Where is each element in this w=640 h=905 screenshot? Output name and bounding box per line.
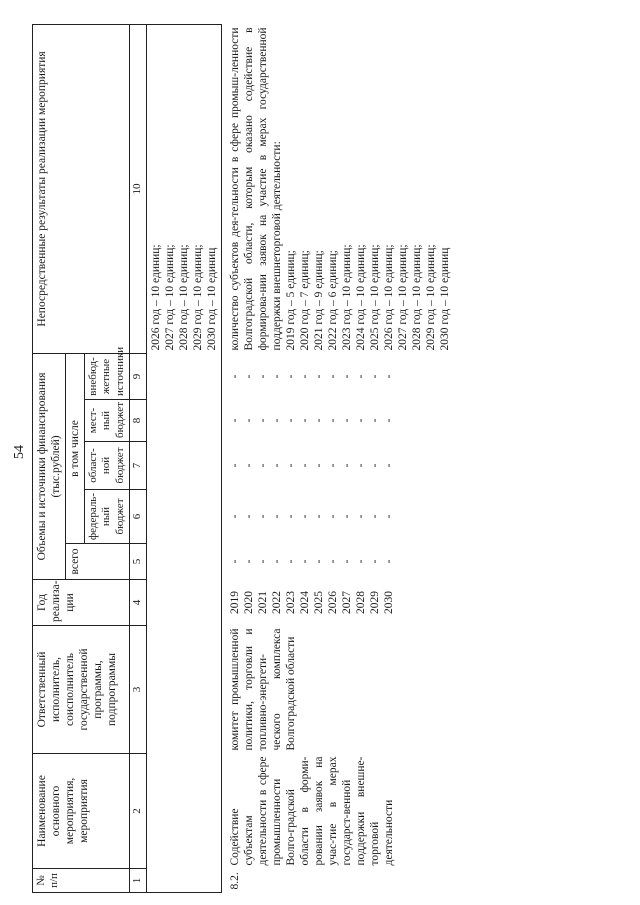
federal-values (221, 490, 454, 544)
empty-value-dash: - (340, 418, 353, 423)
result-line: 2028 год – 10 единиц; (177, 244, 190, 351)
header-extrabudget: внебюд-жетные источники (85, 353, 130, 399)
column-number-row (130, 24, 146, 892)
empty-value-dash: - (382, 374, 395, 379)
table-row (221, 24, 454, 892)
empty-value-dash: - (312, 559, 325, 564)
result-line: 2030 год – 10 единиц (205, 247, 218, 351)
result-line: 2027 год – 10 единиц; (163, 244, 176, 351)
year: 2024 (298, 591, 311, 614)
responsible-executor: комитет промышленной политики, торговли и топливно-энергети-ческого комплекса Волгоградской области (228, 628, 297, 751)
empty-value-dash: - (368, 514, 381, 519)
result-line: 2029 год – 10 единиц; (191, 244, 204, 351)
empty-value-dash: - (270, 374, 283, 379)
result-line: 2025 год – 10 единиц; (368, 244, 381, 351)
results-cell (221, 24, 454, 353)
empty-value-dash: - (228, 418, 241, 423)
total-values (221, 544, 454, 580)
result-line: 2019 год – 5 единиц; (284, 250, 297, 351)
extrabudget-values (221, 353, 454, 399)
result-line: 2026 год – 10 единиц; (149, 244, 162, 351)
header-number: № п/п (33, 869, 130, 893)
empty-value-dash: - (368, 374, 381, 379)
header-regional: област-ной бюджет (85, 442, 130, 490)
column-number: 9 (130, 353, 146, 399)
header-total: всего (66, 544, 130, 580)
year: 2020 (242, 591, 255, 614)
empty-value-dash: - (284, 418, 297, 423)
year: 2021 (256, 591, 269, 614)
empty-value-dash: - (256, 559, 269, 564)
regional-values (221, 442, 454, 490)
year: 2027 (340, 591, 353, 614)
header-results: Непосредственные результаты реализации мероприятия (33, 24, 130, 353)
empty-value-dash: - (312, 418, 325, 423)
empty-value-dash: - (256, 514, 269, 519)
empty-value-dash: - (270, 514, 283, 519)
empty-value-dash: - (354, 418, 367, 423)
empty-value-dash: - (256, 463, 269, 468)
column-number: 1 (130, 869, 146, 893)
year: 2019 (228, 591, 241, 614)
result-line: 2022 год – 6 единиц; (326, 250, 339, 351)
empty-value-dash: - (284, 374, 297, 379)
row-number: 8.2. (228, 872, 241, 890)
activity-name: Содействие субъектам деятельности в сфере промышленности Волго-градской области в форми-ровании заявок на учас-тие в мерах государст-венной поддержки внешне-торговой деятельности (228, 756, 395, 866)
empty-value-dash: - (242, 463, 255, 468)
column-number: 3 (130, 626, 146, 754)
empty-value-dash: - (382, 559, 395, 564)
empty-value-dash: - (326, 418, 339, 423)
empty-value-dash: - (368, 463, 381, 468)
program-activities-table (32, 24, 454, 893)
header-funding: Объемы и источники финансирования (тыс.рублей) (33, 353, 66, 579)
empty-value-dash: - (354, 559, 367, 564)
result-line: 2026 год – 10 единиц; (382, 244, 395, 351)
year: 2025 (312, 591, 325, 614)
empty-value-dash: - (298, 514, 311, 519)
continuation-results (146, 24, 221, 353)
empty-value-dash: - (228, 463, 241, 468)
empty-value-dash: - (312, 463, 325, 468)
empty-value-dash: - (298, 374, 311, 379)
result-line: 2028 год – 10 единиц; (410, 244, 423, 351)
empty-value-dash: - (354, 463, 367, 468)
continuation-row (146, 24, 221, 892)
header-federal: федераль-ный бюджет (85, 490, 130, 544)
results-intro: количество субъектов дея-тельности в сфере промыш-ленности Волгоградской области, которым оказано содействие в формирова-нии заявок на участие в мерах государственной поддержки внешнеторговой деятельности: (228, 27, 283, 351)
column-number: 2 (130, 754, 146, 869)
header-activity-name: Наименование основного мероприятия, мероприятия (33, 754, 130, 869)
empty-value-dash: - (242, 514, 255, 519)
empty-value-dash: - (298, 463, 311, 468)
result-line: 2021 год – 9 единиц; (312, 250, 325, 351)
header-year: Год реализа-ции (33, 580, 130, 626)
column-number: 10 (130, 24, 146, 353)
year: 2029 (368, 591, 381, 614)
header-row-1 (33, 24, 66, 892)
empty-value-dash: - (270, 418, 283, 423)
empty-value-dash: - (284, 559, 297, 564)
year: 2022 (270, 591, 283, 614)
empty-value-dash: - (228, 514, 241, 519)
result-line: 2023 год – 10 единиц; (340, 244, 353, 351)
header-including: в том числе (66, 353, 85, 543)
empty-value-dash: - (354, 514, 367, 519)
empty-value-dash: - (284, 463, 297, 468)
empty-value-dash: - (326, 374, 339, 379)
empty-value-dash: - (228, 559, 241, 564)
year: 2026 (326, 591, 339, 614)
empty-value-dash: - (228, 374, 241, 379)
empty-value-dash: - (284, 514, 297, 519)
results-list (284, 27, 452, 350)
empty-value-dash: - (382, 514, 395, 519)
page-number: 54 (12, 445, 27, 459)
empty-value-dash: - (368, 418, 381, 423)
column-number: 4 (130, 580, 146, 626)
column-number: 5 (130, 544, 146, 580)
empty-value-dash: - (312, 514, 325, 519)
empty-value-dash: - (298, 559, 311, 564)
empty-value-dash: - (368, 559, 381, 564)
column-number: 6 (130, 490, 146, 544)
empty-value-dash: - (326, 559, 339, 564)
empty-value-dash: - (312, 374, 325, 379)
column-number: 8 (130, 400, 146, 442)
year: 2023 (284, 591, 297, 614)
column-number: 7 (130, 442, 146, 490)
header-local: мест-ный бюджет (85, 400, 130, 442)
empty-value-dash: - (340, 374, 353, 379)
result-line: 2030 год – 10 единиц (438, 247, 451, 351)
year: 2028 (354, 591, 367, 614)
empty-value-dash: - (382, 418, 395, 423)
empty-value-dash: - (340, 559, 353, 564)
empty-value-dash: - (382, 463, 395, 468)
empty-value-dash: - (340, 514, 353, 519)
local-values (221, 400, 454, 442)
result-line: 2029 год – 10 единиц; (424, 244, 437, 351)
year-list (221, 580, 454, 626)
header-responsible: Ответственный исполнитель, соисполнитель государственной программы, подпрограммы (33, 626, 130, 754)
empty-value-dash: - (326, 514, 339, 519)
empty-value-dash: - (270, 463, 283, 468)
result-line: 2027 год – 10 единиц; (396, 244, 409, 351)
empty-value-dash: - (354, 374, 367, 379)
empty-value-dash: - (256, 418, 269, 423)
empty-value-dash: - (340, 463, 353, 468)
empty-value-dash: - (326, 463, 339, 468)
year: 2030 (382, 591, 395, 614)
result-line: 2020 год – 7 единиц; (298, 250, 311, 351)
empty-value-dash: - (298, 418, 311, 423)
empty-value-dash: - (242, 559, 255, 564)
empty-value-dash: - (242, 374, 255, 379)
empty-value-dash: - (270, 559, 283, 564)
result-line: 2024 год – 10 единиц; (354, 244, 367, 351)
empty-value-dash: - (242, 418, 255, 423)
empty-value-dash: - (256, 374, 269, 379)
